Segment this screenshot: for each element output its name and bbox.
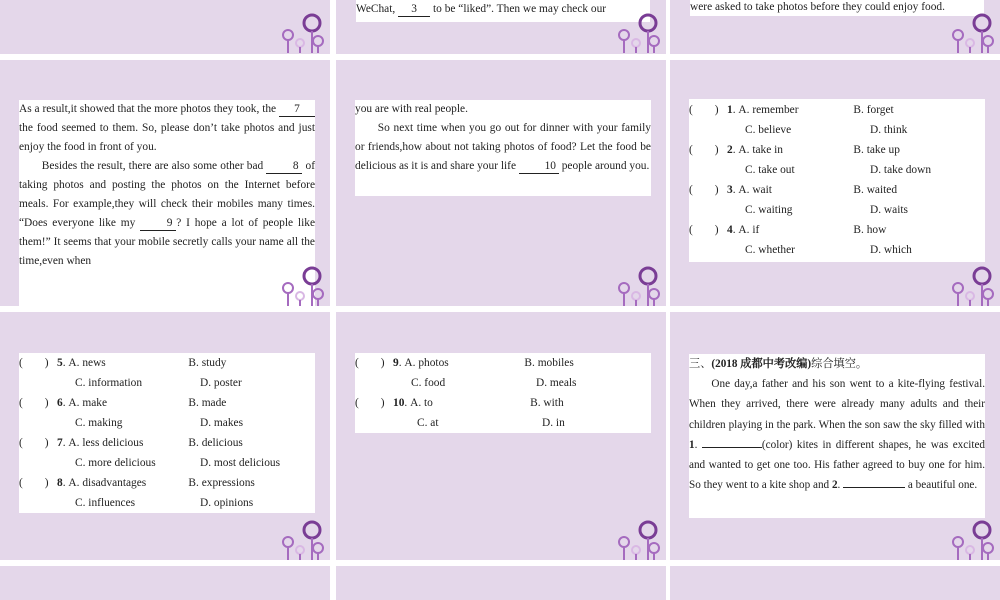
answer-paren[interactable]: ( )	[19, 356, 49, 369]
floral-decoration-icon	[274, 3, 328, 53]
question-number: 4	[727, 223, 733, 236]
slide-bottom-right	[670, 566, 1000, 600]
question-row: ( ) 2 . A. take in B. take up	[689, 140, 985, 160]
option-b[interactable]: B. expressions	[188, 476, 255, 489]
question-number: 2	[727, 143, 733, 156]
answer-paren[interactable]: ( )	[689, 103, 719, 116]
option-a[interactable]: A. wait	[738, 183, 772, 196]
passage-a: As a result,it showed that the more photos they took, the 7 the food seemed to them. So, please don’t take photos and just enjoy the food in front of you. Besides the result, there are also some other bad 8 of taking photos and posting the photos on the Internet before meals. For example,they will check their mobiles many times. “Does everyone like my 9 ? I hope a lot of people like them!” It seems that your mobile secretly calls your name all the time,even when	[19, 100, 315, 306]
option-c[interactable]: C. influences	[75, 496, 136, 509]
option-b[interactable]: B. forget	[853, 103, 894, 116]
question-list-5-8	[19, 353, 315, 513]
passage-fragment-top: WeChat, 3 to be “liked”. Then we may check our	[356, 0, 650, 22]
option-d[interactable]: D. in	[542, 416, 565, 429]
blank-3[interactable]: 3	[398, 2, 430, 17]
slide-section-3	[670, 312, 1000, 560]
option-a[interactable]: A. take in	[738, 143, 784, 156]
question-row	[19, 493, 315, 513]
option-d[interactable]: D. which	[870, 243, 912, 256]
slide-passage-b	[336, 60, 666, 306]
question-number: 7	[57, 436, 63, 449]
option-d[interactable]: D. most delicious	[200, 456, 281, 469]
question-row: ( ) 8 . A. disadvantages B. expressions	[19, 473, 315, 493]
floral-decoration-icon	[610, 256, 664, 306]
option-a[interactable]: A. to	[410, 396, 433, 409]
slide-top-right	[670, 0, 1000, 54]
slide-bottom-middle	[336, 566, 666, 600]
option-b[interactable]: B. study	[188, 356, 227, 369]
question-number: 9	[393, 356, 399, 369]
question-row: ( ) 10 . A. to B. with	[355, 393, 651, 413]
option-d[interactable]: D. waits	[870, 203, 908, 216]
slide-questions-1-4	[670, 60, 1000, 306]
floral-decoration-icon	[944, 510, 998, 560]
answer-paren[interactable]: ( )	[19, 436, 49, 449]
passage-b: you are with real people. So next time when you go out for dinner with your family or friends,how about not taking photos of food? Let the food be delicious as it is and share your life 10 people around you.	[355, 100, 651, 196]
option-d[interactable]: D. poster	[200, 376, 242, 389]
answer-paren[interactable]: ( )	[19, 396, 49, 409]
slide-passage-a	[0, 60, 330, 306]
option-c[interactable]: C. at	[417, 416, 439, 429]
answer-paren[interactable]: ( )	[19, 476, 49, 489]
question-row	[689, 160, 985, 180]
blank-7[interactable]: 7	[279, 102, 315, 117]
question-row: ( ) 5 . A. news B. study	[19, 353, 315, 373]
option-a[interactable]: A. less delicious	[68, 436, 144, 449]
option-b[interactable]: B. take up	[853, 143, 900, 156]
option-d[interactable]: D. meals	[536, 376, 577, 389]
option-c[interactable]: C. information	[75, 376, 143, 389]
question-row	[355, 373, 651, 393]
option-b[interactable]: B. made	[188, 396, 227, 409]
floral-decoration-icon	[274, 510, 328, 560]
floral-decoration-icon	[944, 3, 998, 53]
slide-questions-9-10	[336, 312, 666, 560]
option-d[interactable]: D. think	[870, 123, 908, 136]
blank-8[interactable]: 8	[266, 159, 302, 174]
option-d[interactable]: D. makes	[200, 416, 244, 429]
question-row	[19, 453, 315, 473]
floral-decoration-icon	[944, 256, 998, 306]
option-a[interactable]: A. news	[68, 356, 106, 369]
blank-9[interactable]: 9	[140, 216, 176, 231]
answer-paren[interactable]: ( )	[355, 356, 385, 369]
answer-paren[interactable]: ( )	[355, 396, 385, 409]
option-d[interactable]: D. take down	[870, 163, 932, 176]
floral-decoration-icon	[610, 510, 664, 560]
question-row: ( ) 7 . A. less delicious B. delicious	[19, 433, 315, 453]
question-row	[19, 413, 315, 433]
option-c[interactable]: C. take out	[745, 163, 795, 176]
blank-10[interactable]: 10	[519, 159, 559, 174]
option-a[interactable]: A. disadvantages	[68, 476, 147, 489]
option-c[interactable]: C. waiting	[745, 203, 793, 216]
option-c[interactable]: C. whether	[745, 243, 795, 256]
option-a[interactable]: A. remember	[738, 103, 799, 116]
option-b[interactable]: B. delicious	[188, 436, 243, 449]
option-c[interactable]: C. believe	[745, 123, 792, 136]
option-b[interactable]: B. with	[530, 396, 564, 409]
question-row	[355, 413, 651, 433]
question-row: ( ) 4 . A. if B. how	[689, 220, 985, 240]
section-3-cloze: 三、(2018 成都中考改编)综合填空。 One day,a father and his son went to a kite-flying festival. When they arrived, there were already many adults and their children playing in the park. When the son saw the sky filled with 1. (color) kites in different shapes, he was excited and wanted to get one too. His father agreed to buy one for him. So they went to a kite shop and 2. a beautiful one.	[689, 354, 985, 518]
question-number: 8	[57, 476, 63, 489]
answer-paren[interactable]: ( )	[689, 143, 719, 156]
question-row: ( ) 9 . A. photos B. mobiles	[355, 353, 651, 373]
option-b[interactable]: B. mobiles	[524, 356, 574, 369]
question-number: 6	[57, 396, 63, 409]
slide-top-middle	[336, 0, 666, 54]
question-number: 1	[727, 103, 733, 116]
question-row	[689, 240, 985, 260]
option-a[interactable]: A. make	[68, 396, 107, 409]
question-list-1-4	[689, 99, 985, 262]
question-number: 5	[57, 356, 63, 369]
option-b[interactable]: B. waited	[853, 183, 898, 196]
option-c[interactable]: C. making	[75, 416, 123, 429]
floral-decoration-icon	[274, 256, 328, 306]
question-row	[689, 120, 985, 140]
option-a[interactable]: A. photos	[404, 356, 449, 369]
blank-1-input[interactable]	[702, 447, 762, 448]
option-a[interactable]: A. if	[738, 223, 760, 236]
slide-bottom-left	[0, 566, 330, 600]
blank-2-input[interactable]	[843, 487, 905, 488]
question-row	[19, 373, 315, 393]
option-c[interactable]: C. more delicious	[75, 456, 156, 469]
question-list-9-10	[355, 353, 651, 433]
question-row: ( ) 6 . A. make B. made	[19, 393, 315, 413]
answer-paren[interactable]: ( )	[689, 223, 719, 236]
answer-paren[interactable]: ( )	[689, 183, 719, 196]
question-row: ( ) 1 . A. remember B. forget	[689, 100, 985, 120]
section-3-heading: 三、(2018 成都中考改编)综合填空。	[689, 358, 868, 370]
question-number: 10	[393, 396, 405, 409]
slide-questions-5-8	[0, 312, 330, 560]
question-row	[689, 200, 985, 220]
question-number: 3	[727, 183, 733, 196]
option-c[interactable]: C. food	[411, 376, 446, 389]
floral-decoration-icon	[610, 3, 664, 53]
option-d[interactable]: D. opinions	[200, 496, 254, 509]
question-row: ( ) 3 . A. wait B. waited	[689, 180, 985, 200]
slide-top-left	[0, 0, 330, 54]
passage-fragment-top-right: were asked to take photos before they could enjoy food.	[690, 0, 984, 16]
option-b[interactable]: B. how	[853, 223, 887, 236]
